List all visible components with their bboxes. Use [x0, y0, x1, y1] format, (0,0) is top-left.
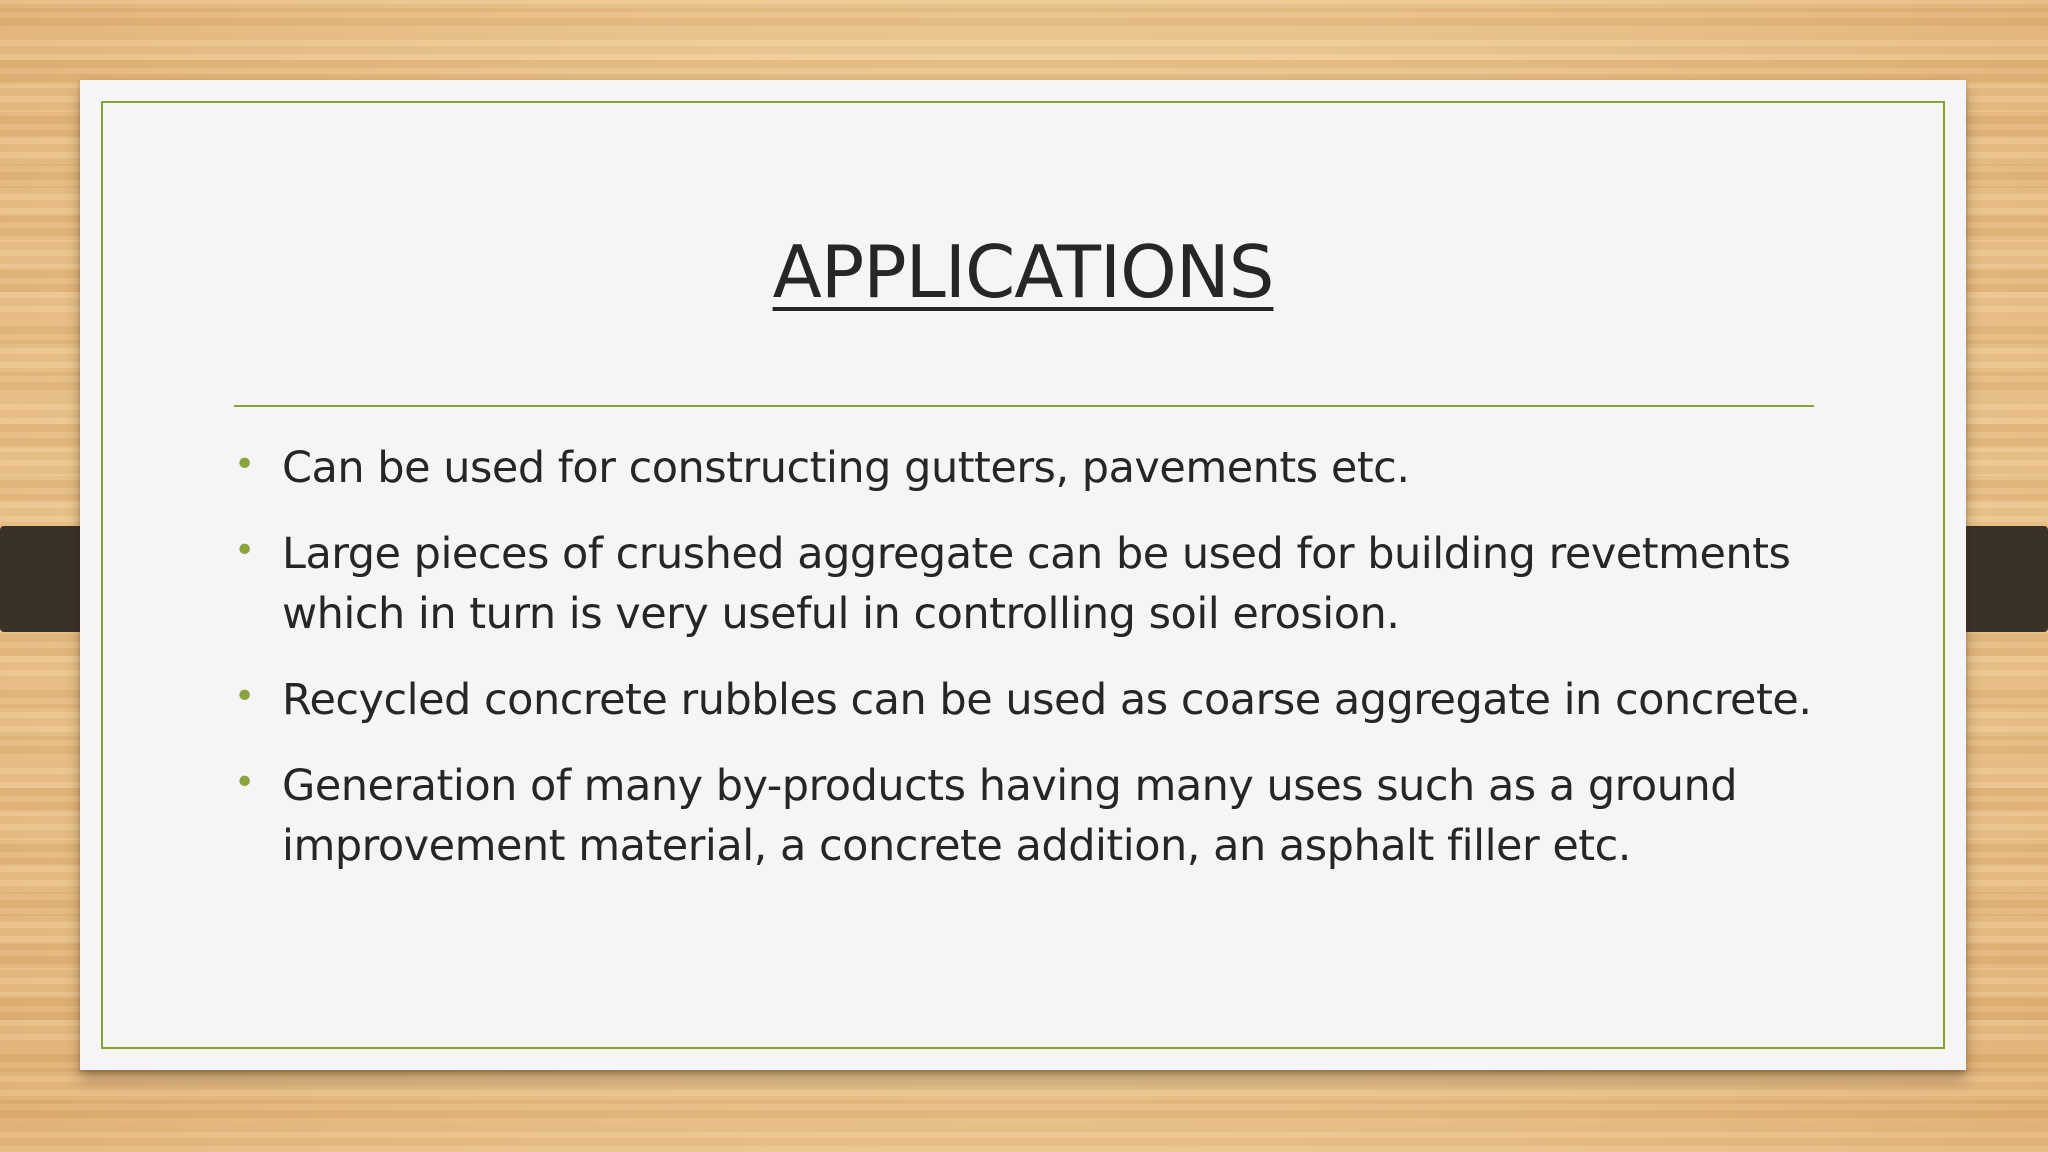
bullet-list [234, 438, 1844, 902]
title-divider [234, 405, 1814, 407]
bullet-dot-icon: • [234, 762, 255, 803]
slide-title-text: APPLICATIONS [772, 230, 1274, 314]
bullet-text: Can be used for constructing gutters, pavements etc. [282, 443, 1410, 493]
bullet-text: Generation of many by-products having many uses such as a ground improvement material, a concrete addition, an asphalt filler etc. [282, 761, 1738, 871]
slide-title [80, 230, 1966, 314]
bullet-text: Recycled concrete rubbles can be used as coarse aggregate in concrete. [282, 675, 1812, 725]
bullet-item [234, 524, 1844, 644]
bullet-dot-icon: • [234, 444, 255, 485]
bullet-item [234, 438, 1844, 498]
bullet-text: Large pieces of crushed aggregate can be used for building revetments which in turn is very useful in controlling soil erosion. [282, 529, 1791, 639]
slide-card [80, 80, 1966, 1070]
bullet-dot-icon: • [234, 530, 255, 571]
bullet-item [234, 670, 1844, 730]
bullet-item [234, 756, 1844, 876]
bullet-dot-icon: • [234, 676, 255, 717]
